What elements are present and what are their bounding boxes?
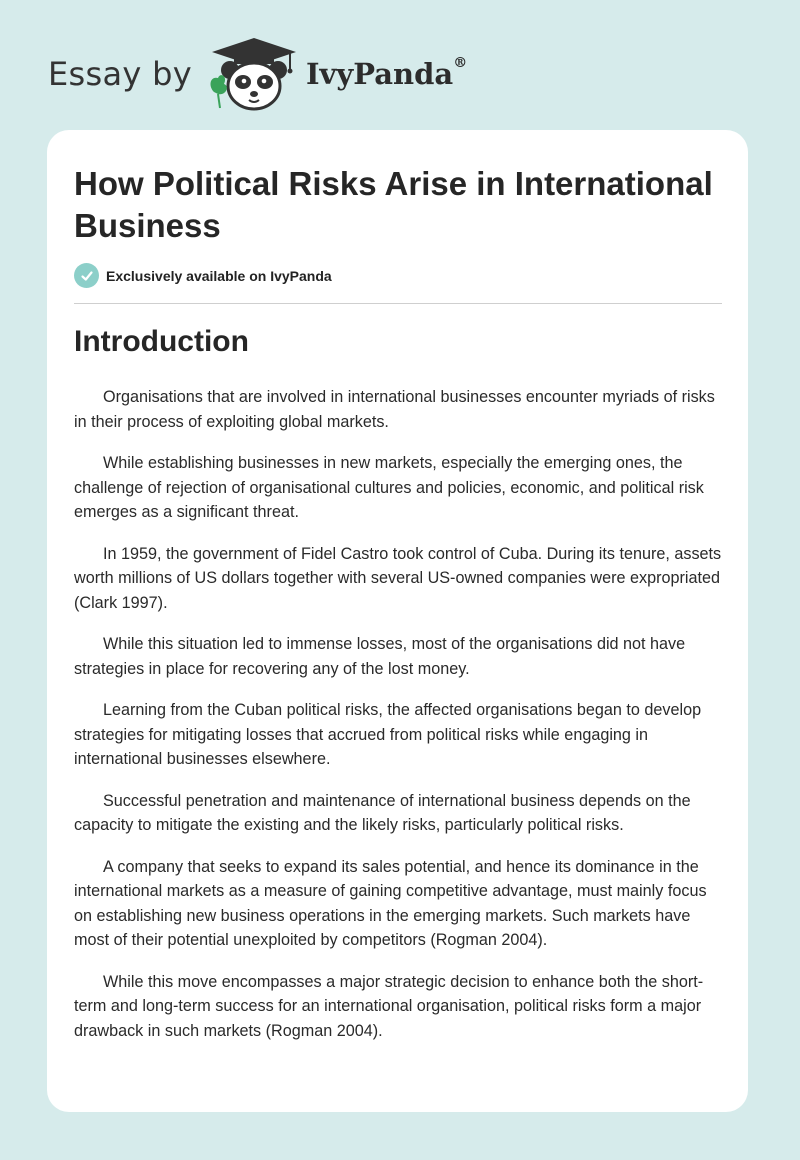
exclusive-label: Exclusively available on IvyPanda [106,267,332,284]
paragraph: While this move encompasses a major strategic decision to enhance both the short-term and long-term success for an international organisation, political risks form a major drawback in such markets (Rogman 2004). [74,972,704,1040]
paragraph: In 1959, the government of Fidel Castro took control of Cuba. During its tenure, assets worth millions of US dollars together with several US-owned companies were expropriated (Clark 1997). [74,544,722,612]
paragraph: Organisations that are involved in international businesses encounter myriads of risks in their process of exploiting global markets. [74,388,715,431]
paragraph: While establishing businesses in new markets, especially the emerging ones, the challenge of rejection of organisational cultures and policies, economic, and political risk emerges as a significant threat. [74,454,704,521]
essay-card [47,130,748,1112]
essay-by-label: Essay by [48,55,192,93]
paragraph: A company that seeks to expand its sales potential, and hence its dominance in the international markets as a measure of gaining competitive advantage, must mainly focus on establishing new business operations in the emerging markets. Such markets have most of their potential unexploited by competitors (Rogman 2004). [74,857,707,949]
paragraph: Learning from the Cuban political risks, the affected organisations began to develop strategies for mitigating losses that accrued from political risks while engaging in international businesses elsewhere. [74,701,702,768]
panda-graduate-icon[interactable] [206,36,302,112]
divider [74,303,722,304]
exclusive-badge [74,263,332,288]
brand-name[interactable]: IvyPanda® [305,55,468,91]
article-body [74,385,724,1060]
check-icon [74,263,99,288]
site-header [48,34,467,114]
page-title: How Political Risks Arise in International Business [74,165,713,244]
section-heading: Introduction [74,325,249,358]
registered-mark: ® [453,55,468,71]
paragraph: Successful penetration and maintenance of international business depends on the capacity to mitigate the existing and the likely risks, particularly political risks. [74,791,691,834]
paragraph: While this situation led to immense losses, most of the organisations did not have strategies in place for recovering any of the lost money. [74,635,686,678]
